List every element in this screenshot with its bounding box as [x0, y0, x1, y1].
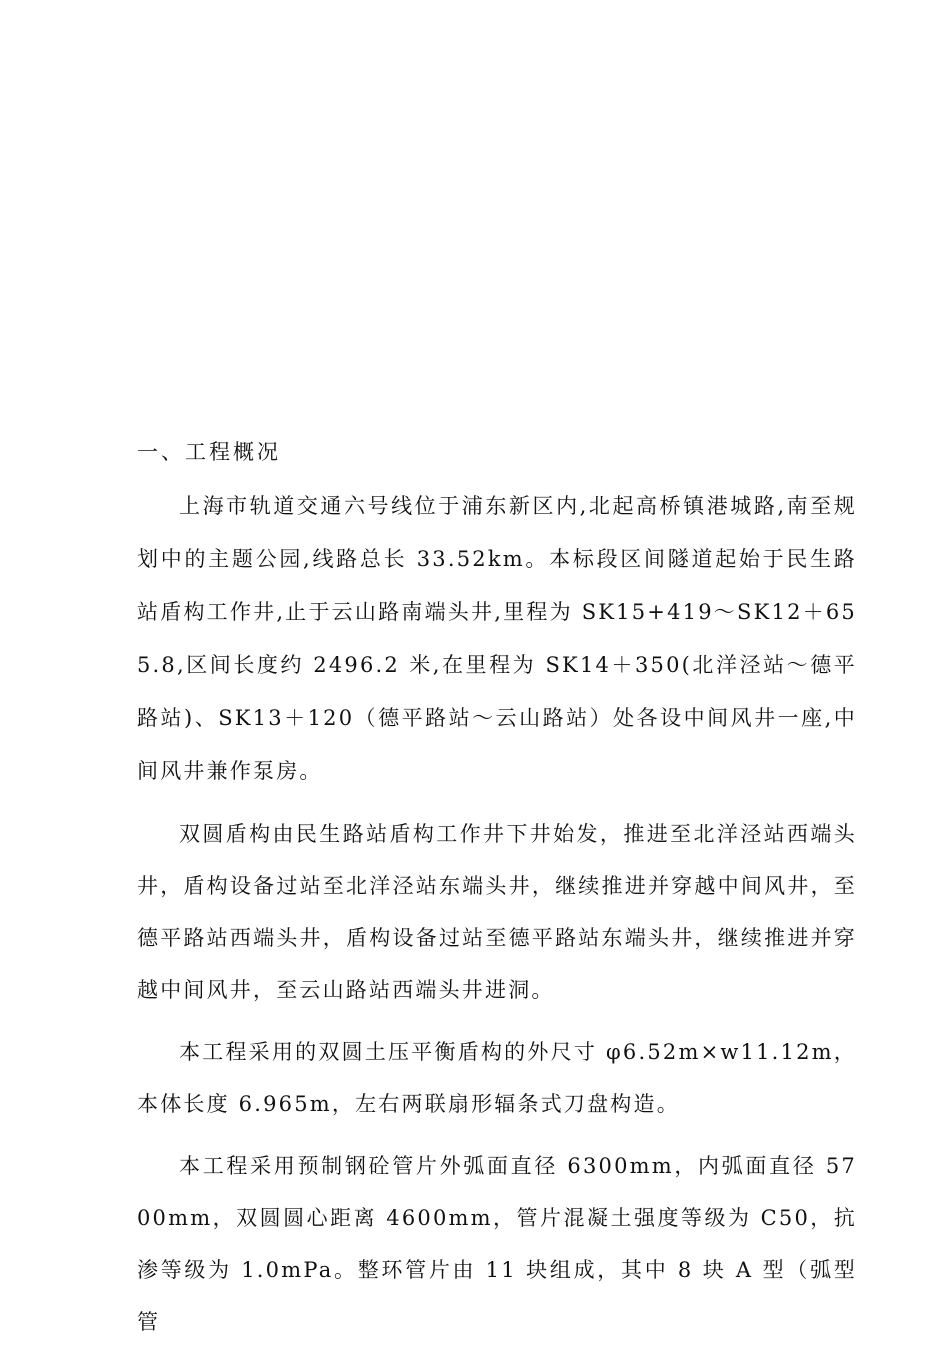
section-heading: 一、工程概况 [137, 440, 281, 464]
paragraph-shield-dimensions: 本工程采用的双圆土压平衡盾构的外尺寸 φ6.52m×w11.12m，本体长度 6.965m，左右两联扇形辐条式刀盘构造。 [137, 1040, 857, 1116]
paragraph-project-overview: 上海市轨道交通六号线位于浦东新区内,北起高桥镇港城路,南至规划中的主题公园,线路总长 33.52km。本标段区间隧道起始于民生路站盾构工作井,止于云山路南端头井,里程为 SK15+419～SK12＋655.8,区间长度约 2496.2 米,在里程为 SK14＋350(北洋泾站～德平路站)、SK13＋120（德平路站～云山路站）处各设中间风井一座,中间风井兼作泵房。 [137, 494, 857, 783]
paragraph-shield-route: 双圆盾构由民生路站盾构工作井下井始发，推进至北洋泾站西端头井，盾构设备过站至北洋泾站东端头井，继续推进并穿越中间风井，至德平路站西端头井，盾构设备过站至德平路站东端头井，继续推进并穿越中间风井，至云山路站西端头井进洞。 [137, 822, 857, 1002]
document-body [137, 434, 857, 1348]
paragraph-segment-specs: 本工程采用预制钢砼管片外弧面直径 6300mm，内弧面直径 5700mm，双圆圆心距离 4600mm，管片混凝土强度等级为 C50，抗渗等级为 1.0mPa。整环管片由 11 块组成，其中 8 块 A 型（弧型管 [137, 1154, 857, 1334]
